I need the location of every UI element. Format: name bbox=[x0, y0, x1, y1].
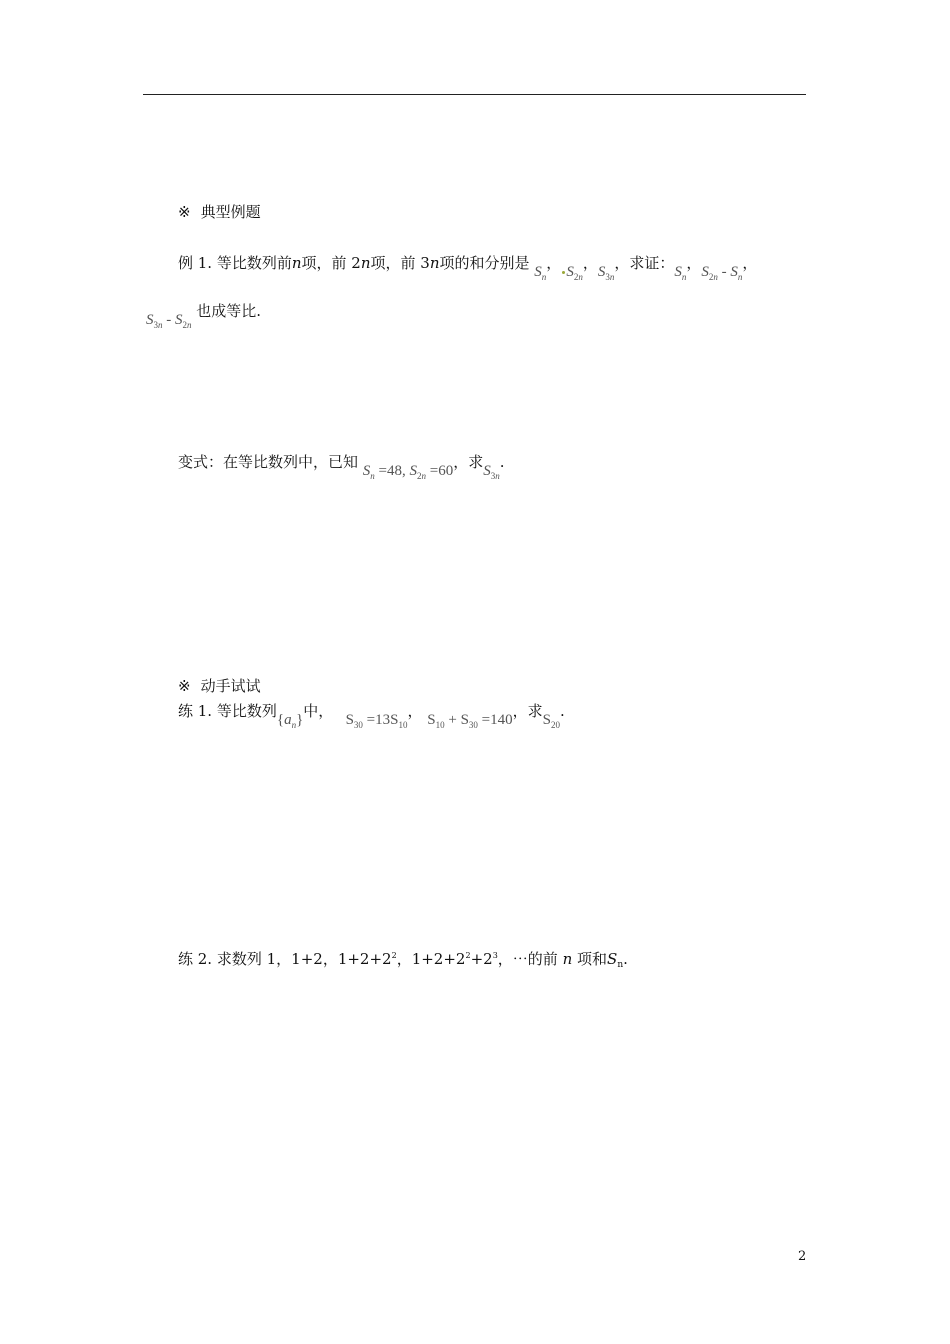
formula-s2n: $S_{2n}$ bbox=[566, 264, 583, 282]
header-rule bbox=[143, 94, 806, 95]
section-heading-practice bbox=[178, 676, 261, 696]
formula-s10-plus-s30: $S_{10} + S_{30} =140$ bbox=[427, 712, 513, 730]
section-title: 动手试试 bbox=[200, 677, 261, 695]
margin-dot bbox=[562, 271, 565, 274]
formula-sn: $S_n$ bbox=[534, 264, 547, 282]
section-title: 典型例题 bbox=[200, 203, 261, 221]
formula-s3n-ask: $S_{3n}$ bbox=[483, 463, 500, 481]
example-1-line-1: 例 1. 等比数列前n项，前 2n项，前 3n项的和分别是 $S_n$， $S_{2n}$，$S_{3n}$，求证：$S_n$，$S_{2n} - S_n$， bbox=[178, 254, 758, 282]
formula-an-set: $\{a_n\}$ bbox=[276, 712, 304, 730]
formula-sn-2: $S_n$ bbox=[674, 264, 687, 282]
reference-mark-icon: ※ bbox=[178, 203, 191, 221]
formula-s3n-minus-s2n: $S_{3n} - S_{2n}$ bbox=[146, 312, 192, 330]
formula-s30-eq: $S_{30} =13S_{10}$ bbox=[338, 712, 408, 730]
example-1-line-2: $S_{3n} - S_{2n}$ 也成等比. bbox=[146, 302, 262, 330]
practice-2: 练 2. 求数列 1，1+2，$1+2+2^2$，$1+2+2^2+2^3$，⋯的前 n 项和$S_n$. bbox=[178, 950, 628, 970]
formula-s2n-minus-sn: $S_{2n} - S_n$ bbox=[701, 264, 743, 282]
formula-s3n: $S_{3n}$ bbox=[597, 264, 615, 282]
section-heading-examples bbox=[178, 202, 261, 222]
variant-problem: 变式：在等比数列中，已知 $S_n =48$, $S_{2n} =60$，求$S_{3n}$. bbox=[178, 453, 505, 481]
practice-1: 练 1. 等比数列$\{a_n\}$中， $S_{30} =13S_{10}$， $S_{10} + S_{30} =140$，求$S_{20}$. bbox=[178, 702, 565, 730]
formula-sn-48: $S_n =48$, $S_{2n} =60$ bbox=[362, 463, 454, 481]
reference-mark-icon: ※ bbox=[178, 677, 191, 695]
page-number: 2 bbox=[798, 1249, 807, 1264]
formula-s20: $S_{20}$ bbox=[542, 712, 560, 730]
